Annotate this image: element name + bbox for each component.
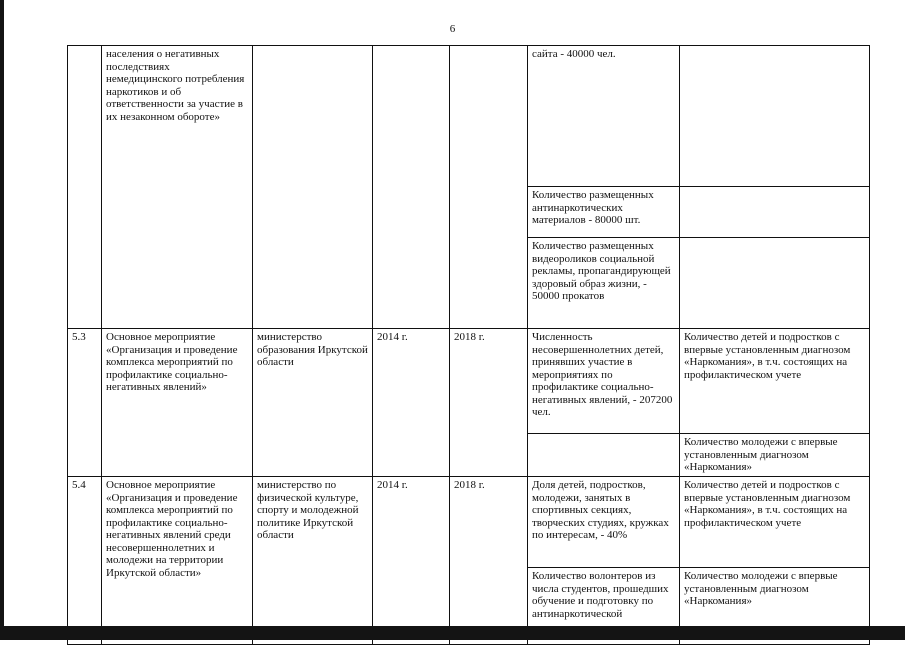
scan-left-edge <box>0 0 4 640</box>
cell-target: Количество молодежи с впервые установленным диагнозом «Наркомания» <box>680 568 870 645</box>
cell-indicator: Количество размещенных антинаркотических материалов - 80000 шт. <box>528 187 680 238</box>
cell-num: 5.3 <box>68 329 102 477</box>
cell-indicator: Количество размещенных видеороликов социальной рекламы, пропагандирующей здоровый образ жизни, - 50000 прокатов <box>528 238 680 329</box>
table-row-continuation <box>68 46 870 187</box>
cell-start-year: 2014 г. <box>373 477 450 645</box>
cell-target-empty <box>680 187 870 238</box>
cell-event: Основное мероприятие «Организация и проведение комплекса мероприятий по профилактике социально-негативных явлений» <box>102 329 253 477</box>
cell-start-year: 2014 г. <box>373 329 450 477</box>
table-row-5-3 <box>68 329 870 434</box>
cell-executor-empty <box>253 46 373 329</box>
program-table <box>67 45 870 645</box>
cell-num: 5.4 <box>68 477 102 645</box>
cell-result-empty <box>528 434 680 477</box>
cell-target: Количество детей и подростков с впервые установленным диагнозом «Наркомания», в т.ч. состоящих на профилактическом учете <box>680 329 870 434</box>
cell-end-empty <box>450 46 528 329</box>
cell-event-continued: населения о негативных последствиях немедицинского потребления наркотиков и об ответственности за участие в их незаконном обороте» <box>102 46 253 329</box>
page-number: 6 <box>449 23 456 35</box>
cell-target: Количество детей и подростков с впервые установленным диагнозом «Наркомания», в т.ч. состоящих на профилактическом учете <box>680 477 870 568</box>
cell-start-empty <box>373 46 450 329</box>
cell-target-empty <box>680 46 870 187</box>
cell-event: Основное мероприятие «Организация и проведение комплекса мероприятий по профилактике социально-негативных явлений среди несовершеннолетних и молодежи на территории Иркутской области» <box>102 477 253 645</box>
cell-result: Доля детей, подростков, молодежи, занятых в спортивных секциях, творческих студиях, кружках по интересам, - 40% <box>528 477 680 568</box>
scan-bottom-edge <box>0 626 905 640</box>
cell-executor: министерство образования Иркутской области <box>253 329 373 477</box>
table-row-5-4 <box>68 477 870 568</box>
cell-end-year: 2018 г. <box>450 477 528 645</box>
cell-end-year: 2018 г. <box>450 329 528 477</box>
cell-target: Количество молодежи с впервые установленным диагнозом «Наркомания» <box>680 434 870 477</box>
cell-result: Численность несовершеннолетних детей, принявших участие в мероприятиях по профилактике социально-негативных явлений, - 207200 чел. <box>528 329 680 434</box>
cell-target-empty <box>680 238 870 329</box>
cell-executor: министерство по физической культуре, спорту и молодежной политике Иркутской области <box>253 477 373 645</box>
cell-result: Количество волонтеров из числа студентов, прошедших обучение и подготовку по антинаркотической <box>528 568 680 645</box>
cell-indicator: сайта - 40000 чел. <box>528 46 680 187</box>
cell-num-empty <box>68 46 102 329</box>
